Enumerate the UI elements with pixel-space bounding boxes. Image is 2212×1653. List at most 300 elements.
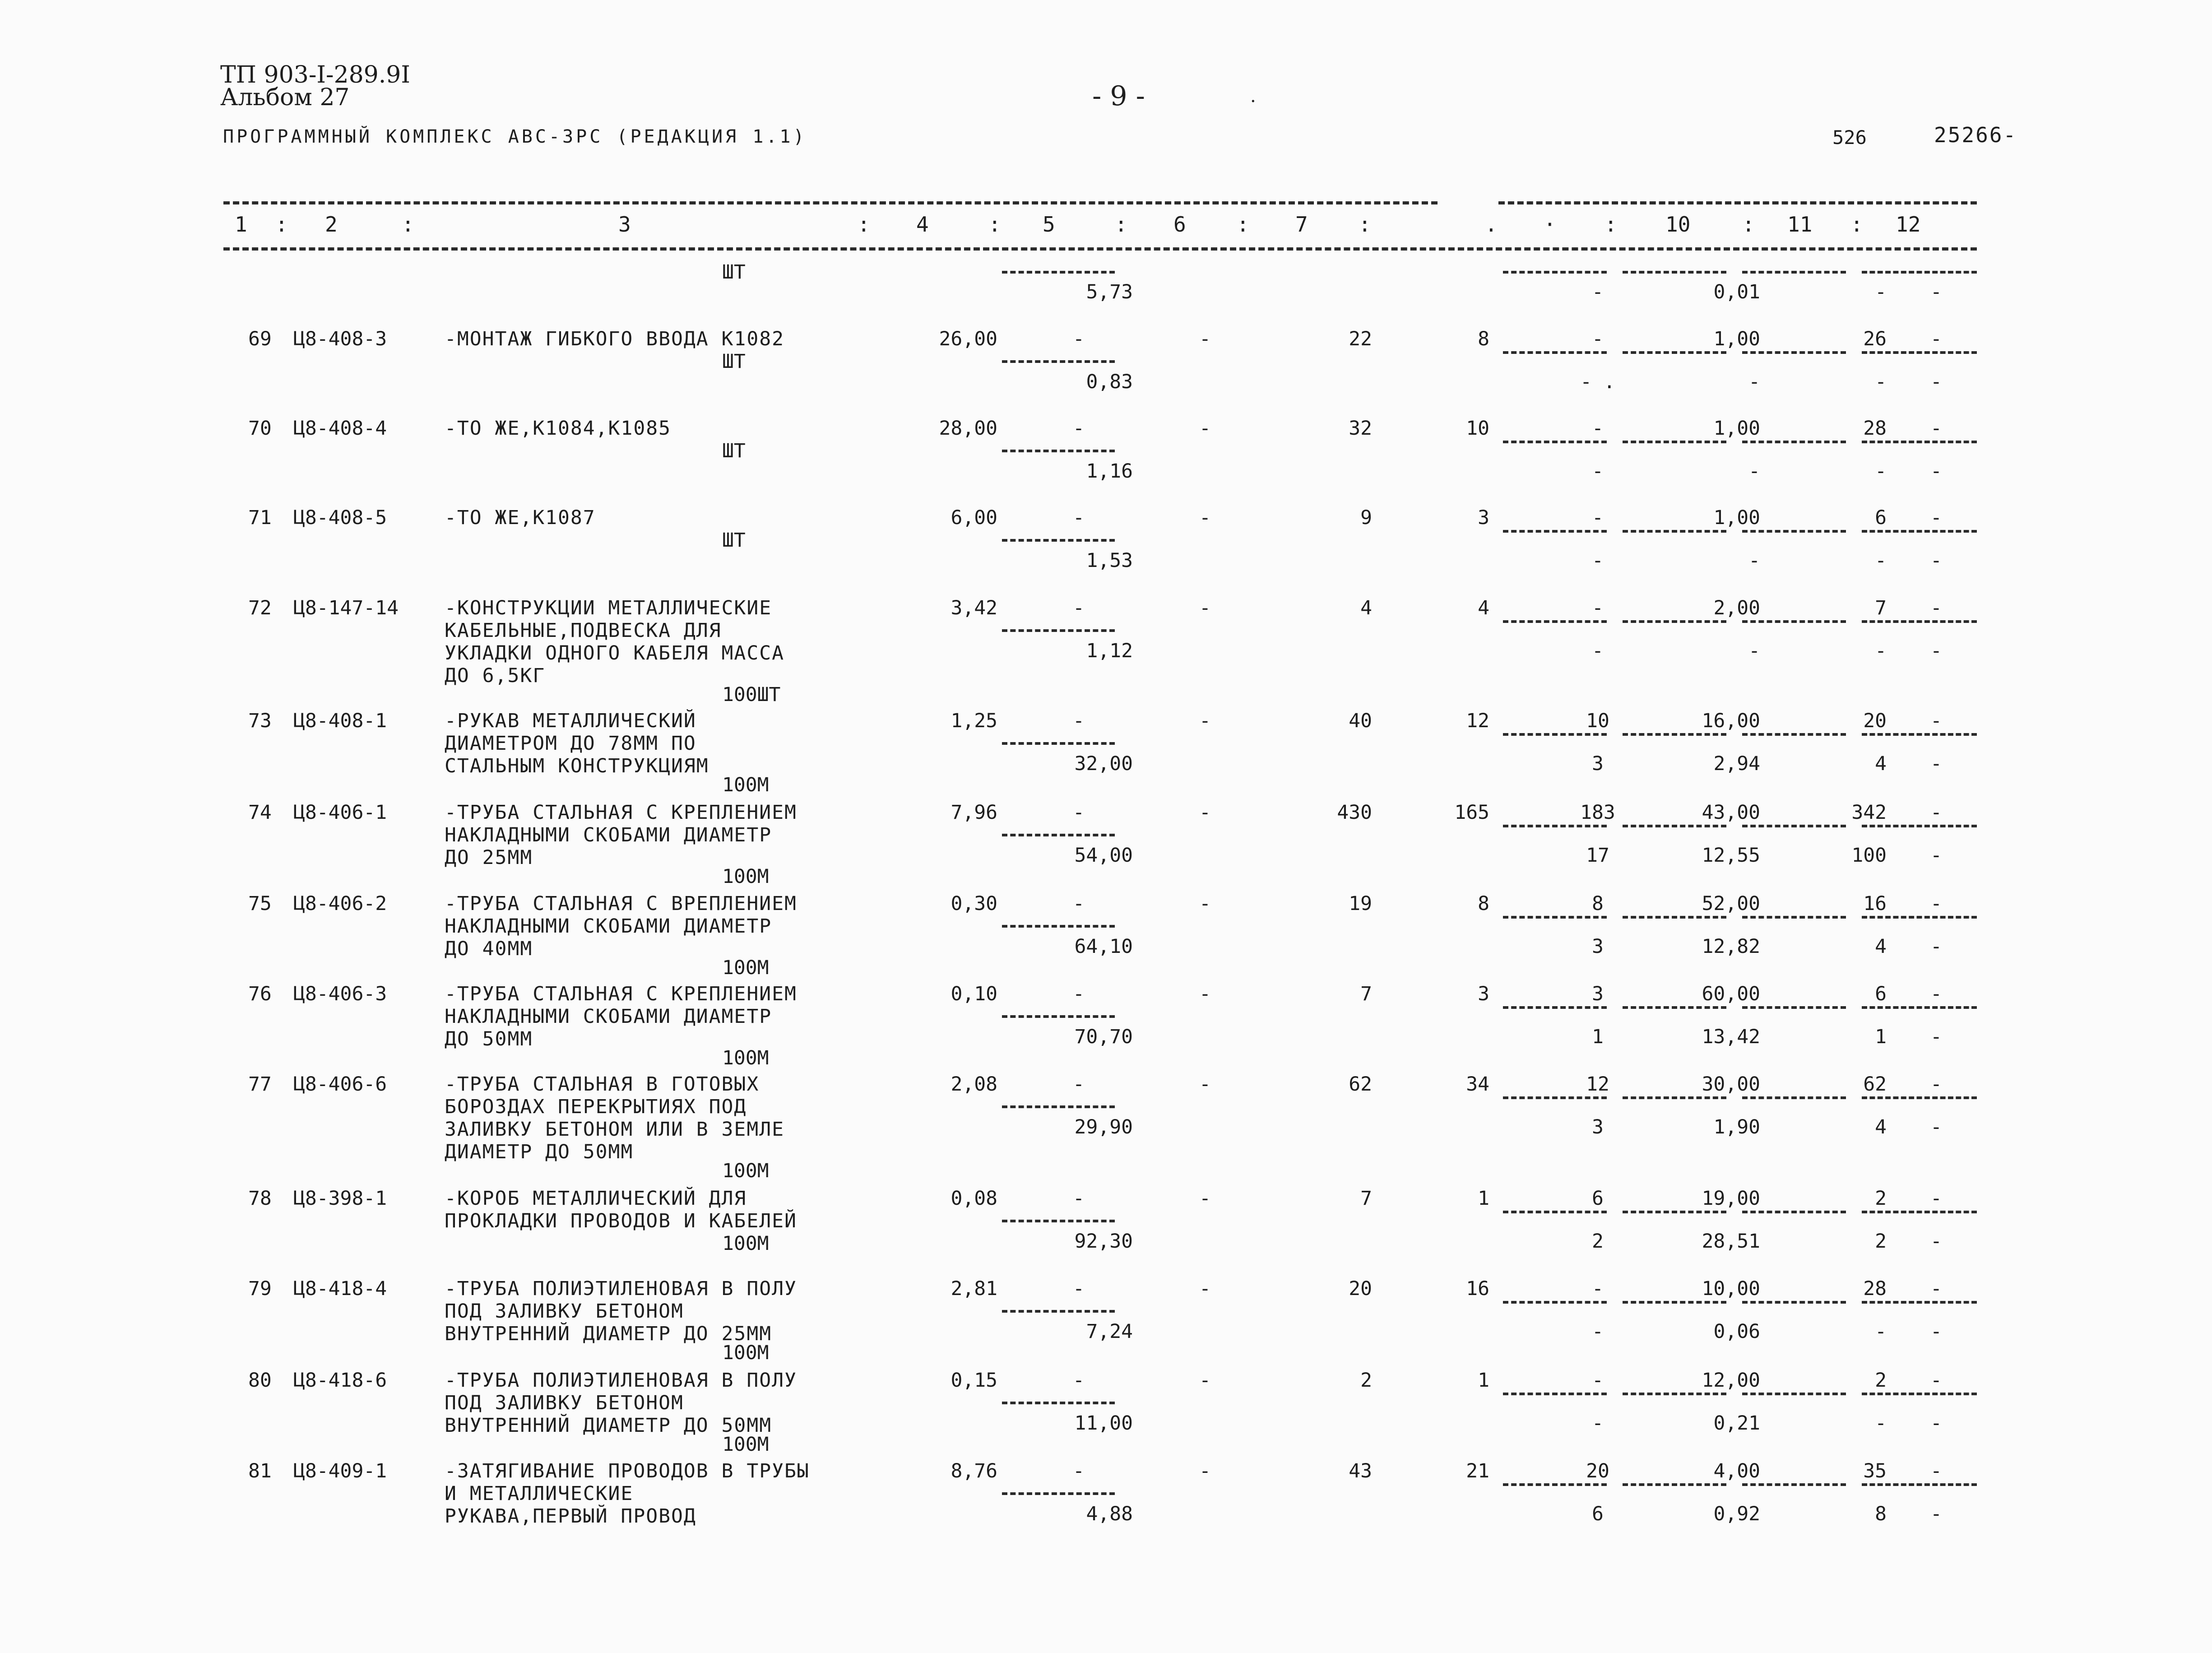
row-80-sep-12 [1862,1393,1977,1395]
row-81-col5-top: - [1073,1460,1085,1482]
row-76-col4: 0,10 [951,983,997,1005]
row-81-desc-line-0: -ЗАТЯГИВАНИЕ ПРОВОДОВ В ТРУБЫ [445,1460,810,1482]
row-71-col5-bottom: 1,53 [1086,549,1133,572]
row-78-col9-top: 6 [1592,1187,1604,1210]
row-75-sep-10 [1623,916,1726,919]
row-72-col12-top: - [1930,597,1942,619]
row-75-col12-top: - [1930,892,1942,915]
top-row-sep-5 [1002,271,1115,274]
row-80-desc-line-2: ВНУТРЕННИЙ ДИАМЕТР ДО 50ММ [445,1414,772,1437]
row-78-sep-10 [1623,1211,1726,1213]
row-73-col4: 1,25 [951,710,997,732]
row-74-col12-bottom: - [1930,844,1942,867]
row-80-col11-top: 2 [1875,1369,1887,1392]
row-70-sep-10 [1623,441,1726,443]
row-75-code: Ц8-406-2 [293,892,387,915]
row-79-desc-line-0: -ТРУБА ПОЛИЭТИЛЕНОВАЯ В ПОЛУ [445,1277,797,1300]
row-69-col11-top: 26 [1863,328,1887,350]
row-69-col9-bottom: - . [1580,371,1615,393]
row-81-col6: - [1199,1460,1211,1482]
row-72-col5-top: - [1073,597,1085,619]
row-74-col5-bottom: 54,00 [1074,844,1133,867]
row-78-col8: 1 [1478,1187,1489,1210]
row-71-unit: ШТ [722,529,746,552]
row-72-desc-line-1: КАБЕЛЬНЫЕ,ПОДВЕСКА ДЛЯ [445,619,722,642]
row-69-col4: 26,00 [939,328,997,350]
row-73-col11-bottom: 4 [1875,752,1887,775]
row-69-sep-11 [1742,351,1846,354]
row-78-code: Ц8-398-1 [293,1187,387,1210]
row-76-col8: 3 [1478,983,1489,1005]
row-69-col9-top: - [1592,328,1604,350]
row-79-col11-top: 28 [1863,1277,1887,1300]
row-73-code: Ц8-408-1 [293,710,387,732]
row-71-col7: 9 [1360,506,1372,529]
row-79-col4: 2,81 [951,1277,997,1300]
row-74-unit: 100М [722,865,769,888]
row-78-col11-top: 2 [1875,1187,1887,1210]
row-76-desc-line-1: НАКЛАДНЫМИ СКОБАМИ ДИАМЕТР [445,1005,772,1028]
row-70-sep-9 [1503,441,1607,443]
row-75-unit: 100М [722,957,769,979]
row-75-sep-11 [1742,916,1846,919]
row-74-col7: 430 [1337,801,1372,824]
column-header-7: : [988,212,1001,237]
row-81-col11-top: 35 [1863,1460,1887,1482]
column-header-19: 11 [1787,212,1813,237]
row-74-sep-10 [1623,825,1726,827]
row-78-number: 78 [248,1187,272,1210]
row-77-col11-bottom: 4 [1875,1116,1887,1138]
row-73-col12-top: - [1930,710,1942,732]
row-74-number: 74 [248,801,272,824]
row-72-col11-bottom: - [1875,640,1887,662]
row-70-sep-11 [1742,441,1846,443]
row-71-col11-bottom: - [1875,549,1887,572]
column-header-15: · [1544,212,1556,237]
row-74-sep-11 [1742,825,1846,827]
row-80-number: 80 [248,1369,272,1392]
row-78-unit: 100М [722,1232,769,1255]
row-78-col10-bottom: 28,51 [1702,1230,1760,1253]
row-77-col7: 62 [1349,1073,1372,1096]
column-header-20: : [1850,212,1863,237]
row-77-col12-top: - [1930,1073,1942,1096]
row-78-sep-12 [1862,1211,1977,1213]
column-header-6: 4 [916,212,929,237]
row-77-code: Ц8-406-6 [293,1073,387,1096]
row-81-col10-bottom: 0,92 [1713,1503,1760,1525]
row-78-col7: 7 [1360,1187,1372,1210]
row-79-unit: 100М [722,1342,769,1364]
row-78-col6: - [1199,1187,1211,1210]
row-69-col8: 8 [1478,328,1489,350]
row-74-col10-top: 43,00 [1702,801,1760,824]
row-70-number: 70 [248,417,272,440]
row-74-sep-12 [1862,825,1977,827]
row-75-col10-top: 52,00 [1702,892,1760,915]
row-75-col10-bottom: 12,82 [1702,935,1760,958]
row-70-col9-bottom: - [1592,460,1604,483]
row-79-col6: - [1199,1277,1211,1300]
row-76-col11-top: 6 [1875,983,1887,1005]
row-79-sep-9 [1503,1301,1607,1304]
row-71-col8: 3 [1478,506,1489,529]
row-72-sep-12 [1862,620,1977,623]
row-76-col9-top: 3 [1592,983,1604,1005]
column-header-3: : [402,212,414,237]
row-71-desc-line-0: -ТО ЖЕ,К1087 [445,506,596,529]
row-69-desc-line-0: -МОНТАЖ ГИБКОГО ВВОДА К1082 [445,328,784,350]
row-73-sep-9 [1503,733,1607,736]
row-79-col9-bottom: - [1592,1320,1604,1343]
column-header-5: : [858,212,870,237]
row-71-number: 71 [248,506,272,529]
row-74-col10-bottom: 12,55 [1702,844,1760,867]
row-74-col6: - [1199,801,1211,824]
column-header-12: 7 [1295,212,1308,237]
top-row-sep-9 [1503,271,1607,274]
row-71-col9-top: - [1592,506,1604,529]
row-69-number: 69 [248,328,272,350]
row-77-col10-top: 30,00 [1702,1073,1760,1096]
row-74-col9-bottom: 17 [1586,844,1609,867]
row-75-col6: - [1199,892,1211,915]
row-74-desc-line-1: НАКЛАДНЫМИ СКОБАМИ ДИАМЕТР [445,824,772,846]
row-78-col12-bottom: - [1930,1230,1942,1253]
row-80-sep-5 [1002,1402,1115,1404]
row-70-col11-bottom: - [1875,460,1887,483]
row-78-desc-line-1: ПРОКЛАДКИ ПРОВОДОВ И КАБЕЛЕЙ [445,1210,797,1232]
column-header-1: : [275,212,288,237]
row-78-col5-bottom: 92,30 [1074,1230,1133,1253]
column-header-18: : [1742,212,1755,237]
row-75-col11-top: 16 [1863,892,1887,915]
row-75-col4: 0,30 [951,892,997,915]
column-header-13: : [1359,212,1371,237]
row-72-sep-9 [1503,620,1607,623]
row-79-col5-top: - [1073,1277,1085,1300]
row-79-code: Ц8-418-4 [293,1277,387,1300]
row-80-sep-11 [1742,1393,1846,1395]
row-70-col5-top: - [1073,417,1085,440]
row-80-sep-9 [1503,1393,1607,1395]
row-79-desc-line-2: ВНУТРЕННИЙ ДИАМЕТР ДО 25ММ [445,1323,772,1345]
row-76-desc-line-0: -ТРУБА СТАЛЬНАЯ С КРЕПЛЕНИЕМ [445,983,797,1005]
row-74-col11-top: 342 [1851,801,1887,824]
column-header-8: 5 [1043,212,1055,237]
row-75-col5-top: - [1073,892,1085,915]
row-81-sep-5 [1002,1492,1115,1495]
row-76-sep-9 [1503,1006,1607,1009]
row-73-col7: 40 [1349,710,1372,732]
row-71-col5-top: - [1073,506,1085,529]
row-78-desc-line-0: -КОРОБ МЕТАЛЛИЧЕСКИЙ ДЛЯ [445,1187,747,1210]
row-75-desc-line-2: ДО 40ММ [445,938,533,960]
row-74-desc-line-0: -ТРУБА СТАЛЬНАЯ С КРЕПЛЕНИЕМ [445,801,797,824]
column-header-11: : [1237,212,1249,237]
row-75-sep-12 [1862,916,1977,919]
row-73-col5-top: - [1073,710,1085,732]
row-69-unit: ШТ [722,350,746,373]
row-69-sep-9 [1503,351,1607,354]
row-70-col10-bottom: - [1748,460,1760,483]
row-78-col11-bottom: 2 [1875,1230,1887,1253]
row-76-sep-5 [1002,1015,1115,1018]
row-70-code: Ц8-408-4 [293,417,387,440]
row-72-col9-top: - [1592,597,1604,619]
row-78-col5-top: - [1073,1187,1085,1210]
top-row-col9-bottom: - [1592,281,1604,303]
row-80-unit: 100М [722,1433,769,1456]
row-81-col9-bottom: 6 [1592,1503,1604,1525]
row-78-col4: 0,08 [951,1187,997,1210]
row-77-unit: 100М [722,1160,769,1182]
row-77-col8: 34 [1466,1073,1489,1096]
row-72-unit: 100ШТ [722,683,781,706]
row-72-sep-5 [1002,629,1115,632]
row-72-col11-top: 7 [1875,597,1887,619]
column-header-14: . [1485,212,1498,237]
row-76-col10-top: 60,00 [1702,983,1760,1005]
row-69-col7: 22 [1349,328,1372,350]
row-75-number: 75 [248,892,272,915]
row-70-sep-5 [1002,450,1115,452]
row-81-col7: 43 [1349,1460,1372,1482]
row-75-col9-bottom: 3 [1592,935,1604,958]
document-code: ТП 903-I-289.9I [220,61,410,88]
top-row-col5-bottom: 5,73 [1086,281,1133,303]
row-81-number: 81 [248,1460,272,1482]
row-77-desc-line-0: -ТРУБА СТАЛЬНАЯ В ГОТОВЫХ [445,1073,760,1096]
row-76-col5-bottom: 70,70 [1074,1026,1133,1048]
row-72-col4: 3,42 [951,597,997,619]
row-72-col7: 4 [1360,597,1372,619]
column-header-17: 10 [1665,212,1691,237]
row-77-col9-bottom: 3 [1592,1116,1604,1138]
row-80-col7: 2 [1360,1369,1372,1392]
row-77-col5-top: - [1073,1073,1085,1096]
album-label: Альбом 27 [220,84,350,111]
row-76-unit: 100М [722,1047,769,1069]
row-77-col10-bottom: 1,90 [1713,1116,1760,1138]
row-76-sep-10 [1623,1006,1726,1009]
row-73-sep-11 [1742,733,1846,736]
row-79-col12-bottom: - [1930,1320,1942,1343]
row-77-col9-top: 12 [1586,1073,1609,1096]
column-header-0: 1 [235,212,247,237]
row-71-col4: 6,00 [951,506,997,529]
row-73-col10-top: 16,00 [1702,710,1760,732]
row-81-col11-bottom: 8 [1875,1503,1887,1525]
row-71-code: Ц8-408-5 [293,506,387,529]
page-number: - 9 - [1092,80,1145,112]
row-73-col9-top: 10 [1586,710,1609,732]
row-79-col10-bottom: 0,06 [1713,1320,1760,1343]
row-76-col7: 7 [1360,983,1372,1005]
row-76-col12-bottom: - [1930,1026,1942,1048]
row-71-sep-9 [1503,530,1607,533]
row-74-desc-line-2: ДО 25ММ [445,846,533,869]
row-79-col12-top: - [1930,1277,1942,1300]
top-row-col12-bottom: - [1930,281,1942,303]
row-71-sep-11 [1742,530,1846,533]
row-81-code: Ц8-409-1 [293,1460,387,1482]
row-76-col12-top: - [1930,983,1942,1005]
row-72-col10-bottom: - [1748,640,1760,662]
row-70-col10-top: 1,00 [1713,417,1760,440]
row-74-col11-bottom: 100 [1851,844,1887,867]
row-76-sep-12 [1862,1006,1977,1009]
row-79-sep-5 [1002,1310,1115,1313]
row-77-col12-bottom: - [1930,1116,1942,1138]
top-row-unit: ШТ [722,261,746,283]
row-81-sep-12 [1862,1483,1977,1486]
row-69-col5-bottom: 0,83 [1086,371,1133,393]
row-70-col6: - [1199,417,1211,440]
row-71-col12-bottom: - [1930,549,1942,572]
top-row-col10-bottom: 0,01 [1713,281,1760,303]
column-header-16: : [1605,212,1617,237]
row-77-col5-bottom: 29,90 [1074,1116,1133,1138]
row-75-col11-bottom: 4 [1875,935,1887,958]
row-72-col6: - [1199,597,1211,619]
row-74-sep-5 [1002,834,1115,836]
row-72-code: Ц8-147-14 [293,597,399,619]
row-70-desc-line-0: -ТО ЖЕ,К1084,К1085 [445,417,671,440]
row-74-code: Ц8-406-1 [293,801,387,824]
top-row-sep-12 [1862,271,1977,274]
row-77-col4: 2,08 [951,1073,997,1096]
row-79-col5-bottom: 7,24 [1086,1320,1133,1343]
row-77-sep-10 [1623,1096,1726,1099]
row-72-desc-line-0: -КОНСТРУКЦИИ МЕТАЛЛИЧЕСКИЕ [445,597,772,619]
row-71-sep-12 [1862,530,1977,533]
row-71-col10-bottom: - [1748,549,1760,572]
row-70-col12-bottom: - [1930,460,1942,483]
row-80-col11-bottom: - [1875,1412,1887,1435]
row-70-col11-top: 28 [1863,417,1887,440]
row-75-col5-bottom: 64,10 [1074,935,1133,958]
row-81-desc-line-1: И МЕТАЛЛИЧЕСКИЕ [445,1482,634,1505]
row-81-col5-bottom: 4,88 [1086,1503,1133,1525]
row-73-col9-bottom: 3 [1592,752,1604,775]
row-73-sep-12 [1862,733,1977,736]
row-79-sep-11 [1742,1301,1846,1304]
row-73-col11-top: 20 [1863,710,1887,732]
row-72-col9-bottom: - [1592,640,1604,662]
row-69-col12-top: - [1930,328,1942,350]
row-80-desc-line-0: -ТРУБА ПОЛИЭТИЛЕНОВАЯ В ПОЛУ [445,1369,797,1392]
program-title: ПРОГРАММНЫЙ КОМПЛЕКС АВС-3РС (РЕДАКЦИЯ 1.1) [223,126,807,147]
row-80-col9-bottom: - [1592,1412,1604,1435]
row-72-desc-line-2: УКЛАДКИ ОДНОГО КАБЕЛЯ МАССА [445,642,784,664]
row-80-col10-top: 12,00 [1702,1369,1760,1392]
row-75-col7: 19 [1349,892,1372,915]
row-76-col10-bottom: 13,42 [1702,1026,1760,1048]
row-77-desc-line-3: ДИАМЕТР ДО 50ММ [445,1141,634,1163]
row-71-col6: - [1199,506,1211,529]
row-73-sep-10 [1623,733,1726,736]
row-81-col4: 8,76 [951,1460,997,1482]
row-81-col10-top: 4,00 [1713,1460,1760,1482]
row-74-sep-9 [1503,825,1607,827]
row-75-col12-bottom: - [1930,935,1942,958]
row-72-col5-bottom: 1,12 [1086,640,1133,662]
row-78-col10-top: 19,00 [1702,1187,1760,1210]
row-79-col9-top: - [1592,1277,1604,1300]
column-header-4: 3 [618,212,631,237]
row-77-sep-5 [1002,1105,1115,1108]
row-72-desc-line-3: ДО 6,5КГ [445,664,546,687]
row-80-desc-line-1: ПОД ЗАЛИВКУ БЕТОНОМ [445,1392,684,1414]
row-75-col8: 8 [1478,892,1489,915]
stray-dot: . [1250,86,1256,107]
row-78-sep-5 [1002,1220,1115,1222]
row-76-desc-line-2: ДО 50ММ [445,1028,533,1050]
row-81-desc-line-2: РУКАВА,ПЕРВЫЙ ПРОВОД [445,1505,696,1528]
row-73-col12-bottom: - [1930,752,1942,775]
row-80-col5-top: - [1073,1369,1085,1392]
row-73-sep-5 [1002,742,1115,745]
row-77-desc-line-2: ЗАЛИВКУ БЕТОНОМ ИЛИ В ЗЕМЛЕ [445,1118,784,1141]
row-72-sep-10 [1623,620,1726,623]
row-70-col5-bottom: 1,16 [1086,460,1133,483]
row-70-col9-top: - [1592,417,1604,440]
row-70-sep-12 [1862,441,1977,443]
row-74-col8: 165 [1454,801,1489,824]
row-74-col12-top: - [1930,801,1942,824]
row-77-sep-11 [1742,1096,1846,1099]
row-73-desc-line-2: СТАЛЬНЫМ КОНСТРУКЦИЯМ [445,755,709,777]
row-75-desc-line-0: -ТРУБА СТАЛЬНАЯ С ВРЕПЛЕНИЕМ [445,892,797,915]
row-80-col8: 1 [1478,1369,1489,1392]
row-77-col11-top: 62 [1863,1073,1887,1096]
row-78-col12-top: - [1930,1187,1942,1210]
row-81-col8: 21 [1466,1460,1489,1482]
row-80-code: Ц8-418-6 [293,1369,387,1392]
row-76-number: 76 [248,983,272,1005]
top-row-col11-bottom: - [1875,281,1887,303]
row-73-number: 73 [248,710,272,732]
row-73-col10-bottom: 2,94 [1713,752,1760,775]
row-69-col6: - [1199,328,1211,350]
table-top-rule-right [1498,201,1977,204]
row-74-col4: 7,96 [951,801,997,824]
row-80-col5-bottom: 11,00 [1074,1412,1133,1435]
row-70-col7: 32 [1349,417,1372,440]
row-69-sep-12 [1862,351,1977,354]
row-77-desc-line-1: БОРОЗДАХ ПЕРЕКРЫТИЯХ ПОД [445,1096,747,1118]
row-69-col12-bottom: - [1930,371,1942,393]
row-71-col10-top: 1,00 [1713,506,1760,529]
column-header-10: 6 [1173,212,1186,237]
row-78-sep-11 [1742,1211,1846,1213]
row-81-col12-top: - [1930,1460,1942,1482]
row-79-number: 79 [248,1277,272,1300]
top-row-sep-10 [1623,271,1726,274]
row-79-col7: 20 [1349,1277,1372,1300]
row-71-col12-top: - [1930,506,1942,529]
row-71-sep-5 [1002,539,1115,542]
row-72-sep-11 [1742,620,1846,623]
row-70-col4: 28,00 [939,417,997,440]
row-71-col11-top: 6 [1875,506,1887,529]
row-72-col12-bottom: - [1930,640,1942,662]
row-77-number: 77 [248,1073,272,1096]
row-80-col10-bottom: 0,21 [1713,1412,1760,1435]
row-70-col12-top: - [1930,417,1942,440]
